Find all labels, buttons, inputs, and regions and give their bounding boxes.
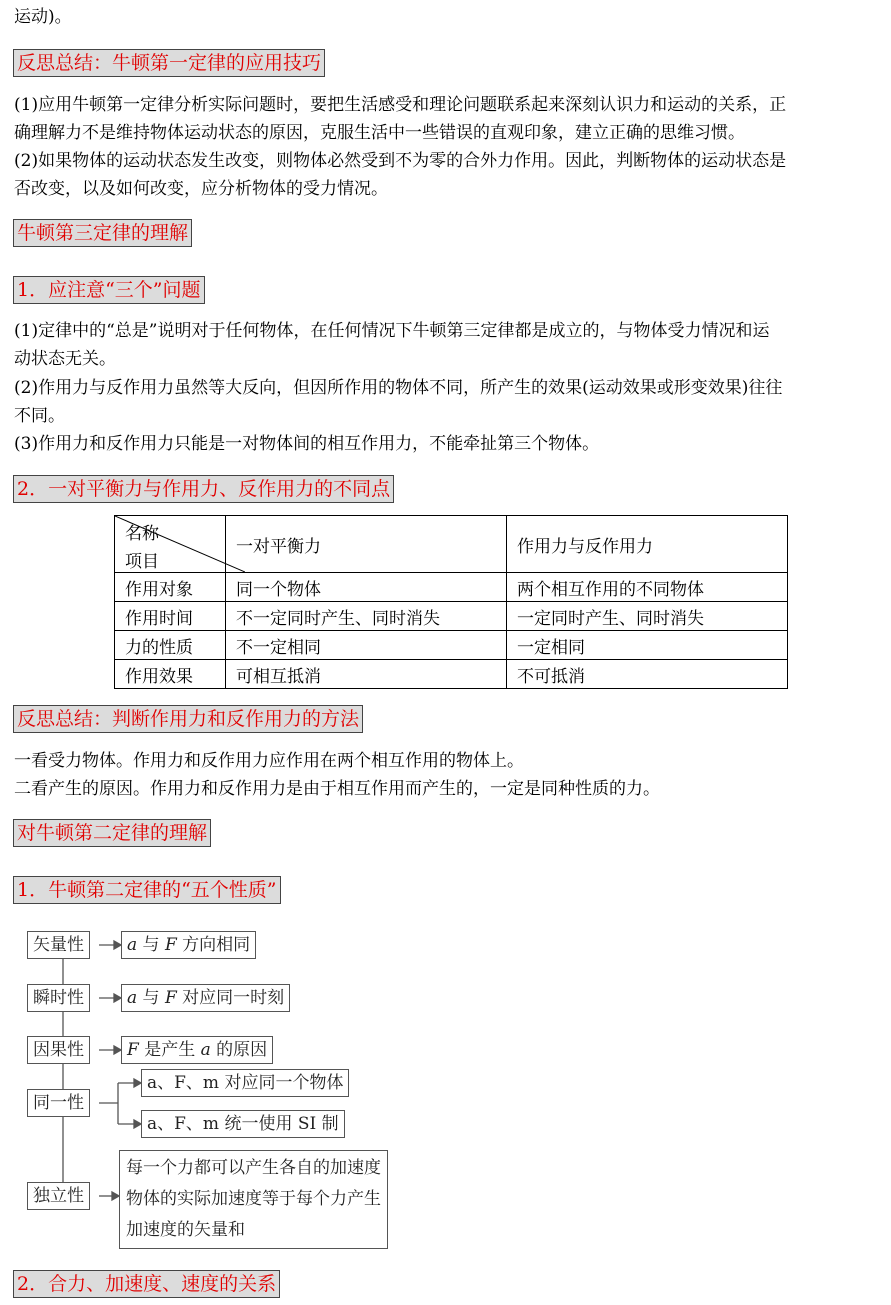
row-label: 力的性质 (115, 631, 226, 660)
row-label: 作用对象 (115, 573, 226, 602)
table-cell: 不一定同时产生、同时消失 (226, 602, 507, 631)
table-cell: 不可抵消 (507, 660, 788, 689)
heading-five-properties: 1．牛顿第二定律的“五个性质” (13, 876, 281, 904)
table-cell: 一定相同 (507, 631, 788, 660)
var: F (164, 935, 177, 955)
paragraph-line: 一看受力物体。作用力和反作用力应作用在两个相互作用的物体上。 (14, 751, 524, 771)
table-cell: 可相互抵消 (226, 660, 507, 689)
text: 的原因 (210, 1040, 268, 1060)
table-cell: 一定同时产生、同时消失 (507, 602, 788, 631)
desc-line: 加速度的矢量和 (126, 1220, 245, 1240)
property-desc-instantaneous (121, 984, 290, 1012)
heading-second-law: 对牛顿第二定律的理解 (13, 819, 211, 847)
text-fragment: 运动)。 (14, 7, 72, 27)
heading-reflect-first-law: 反思总结：牛顿第一定律的应用技巧 (13, 49, 325, 77)
property-desc-identity-a: a、F、m 对应同一个物体 (141, 1069, 349, 1097)
property-desc-identity-b: a、F、m 统一使用 SI 制 (141, 1110, 345, 1138)
var: F (164, 988, 177, 1008)
column-header: 作用力与反作用力 (507, 516, 788, 573)
table-cell: 不一定相同 (226, 631, 507, 660)
corner-label-bottom: 项目 (125, 552, 159, 572)
heading-third-law: 牛顿第三定律的理解 (13, 219, 192, 247)
text: 与 (137, 935, 165, 955)
paragraph-line: 确理解力不是维持物体运动状态的原因，克服生活中一些错误的直观印象，建立正确的思维习惯。 (14, 123, 745, 143)
heading-differences: 2．一对平衡力与作用力、反作用力的不同点 (13, 475, 394, 503)
paragraph-line: 否改变，以及如何改变，应分析物体的受力情况。 (14, 179, 388, 199)
text: 对应同一时刻 (176, 988, 285, 1008)
property-desc-independence (119, 1150, 388, 1249)
property-box-causal: 因果性 (27, 1036, 90, 1064)
var: a (200, 1040, 211, 1060)
paragraph-line: 不同。 (14, 406, 65, 426)
var: F (127, 1040, 139, 1060)
property-desc-vector (121, 931, 256, 959)
paragraph-line: 动状态无关。 (14, 349, 116, 369)
var: a (127, 935, 138, 955)
desc-line: 物体的实际加速度等于每个力产生 (126, 1189, 381, 1209)
desc-line: 每一个力都可以产生各自的加速度 (126, 1158, 381, 1178)
heading-reflect-third-law: 反思总结：判断作用力和反作用力的方法 (13, 705, 363, 733)
column-header: 一对平衡力 (226, 516, 507, 573)
text: 方向相同 (176, 935, 251, 955)
paragraph-line: 二看产生的原因。作用力和反作用力是由于相互作用而产生的，一定是同种性质的力。 (14, 779, 660, 799)
corner-label-top: 名称 (125, 524, 159, 544)
property-box-instantaneous: 瞬时性 (27, 984, 90, 1012)
property-box-identity: 同一性 (27, 1089, 90, 1117)
heading-three-issues: 1．应注意“三个”问题 (13, 276, 205, 304)
table-cell: 两个相互作用的不同物体 (507, 573, 788, 602)
table-cell: 同一个物体 (226, 573, 507, 602)
row-label: 作用时间 (115, 602, 226, 631)
row-label: 作用效果 (115, 660, 226, 689)
property-box-independence: 独立性 (27, 1182, 90, 1210)
paragraph-line: (2)作用力与反作用力虽然等大反向，但因所作用的物体不同，所产生的效果(运动效果或形变效果)往往 (14, 378, 783, 398)
paragraph-line: (1)应用牛顿第一定律分析实际问题时，要把生活感受和理论问题联系起来深刻认识力和运动的关系，正 (14, 95, 787, 115)
text: 是产生 (138, 1040, 201, 1060)
paragraph-line: (3)作用力和反作用力只能是一对物体间的相互作用力，不能牵扯第三个物体。 (14, 434, 600, 454)
property-box-vector: 矢量性 (27, 931, 90, 959)
text: 与 (137, 988, 165, 1008)
paragraph-line: (1)定律中的“总是”说明对于任何物体，在任何情况下牛顿第三定律都是成立的，与物体受力情况和运 (14, 321, 770, 341)
paragraph-line: (2)如果物体的运动状态发生改变，则物体必然受到不为零的合外力作用。因此，判断物体的运动状态是 (14, 151, 787, 171)
var: a (127, 988, 138, 1008)
heading-relation: 2．合力、加速度、速度的关系 (13, 1270, 280, 1298)
property-desc-causal (121, 1036, 273, 1064)
